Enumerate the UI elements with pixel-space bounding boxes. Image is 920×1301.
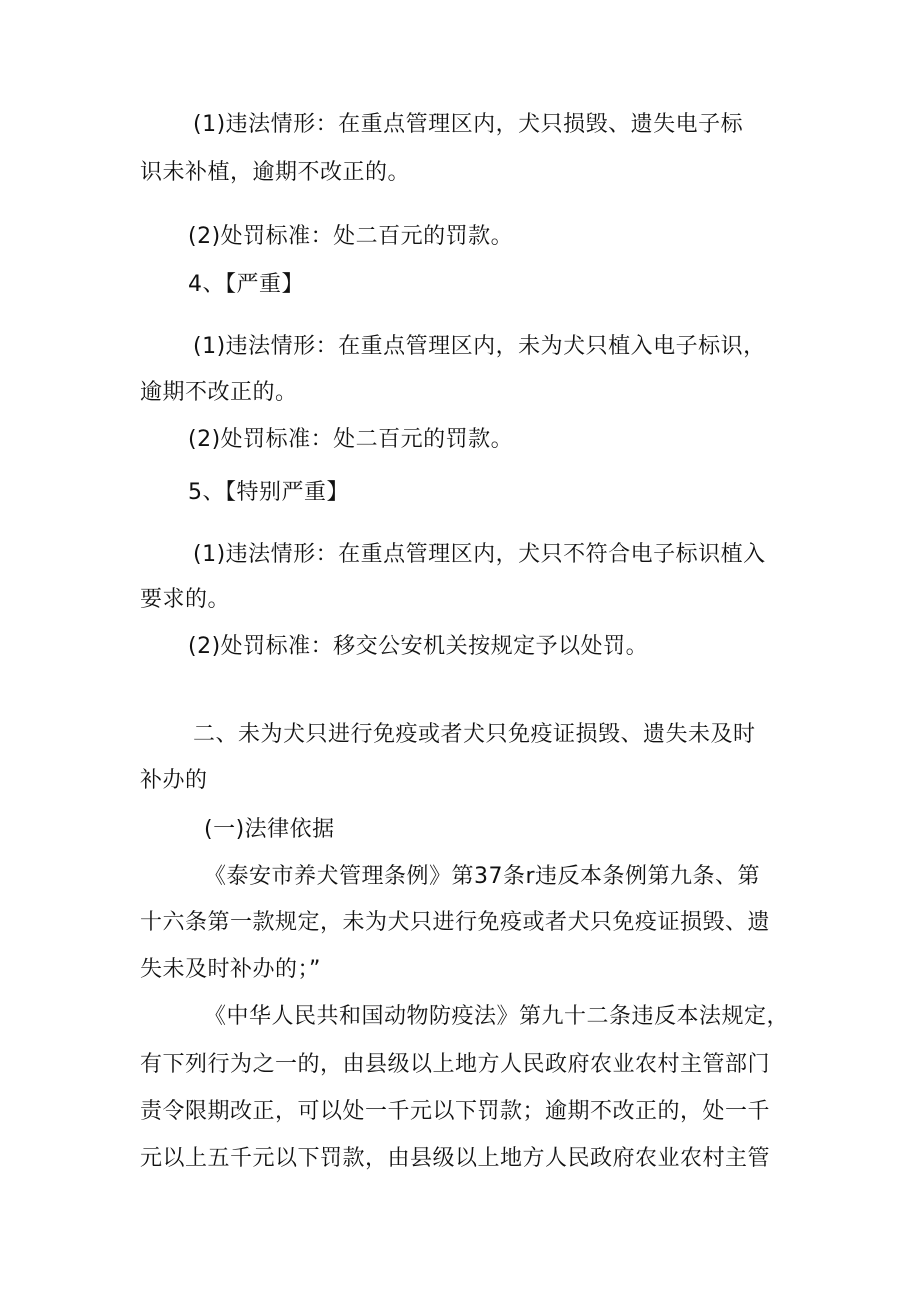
text-line-3: (2)处罚标准：处二百元的罚款。 bbox=[188, 224, 514, 249]
text-line-1: (1)违法情形：在重点管理区内，犬只损毁、遗失电子标 bbox=[193, 112, 744, 137]
subsection-heading: (一)法律依据 bbox=[204, 817, 335, 842]
text-line-5: (1)违法情形：在重点管理区内，未为犬只植入电子标识， bbox=[193, 334, 766, 359]
section-heading-2: 二、未为犬只进行免疫或者犬只免疫证损毁、遗失未及时 bbox=[193, 722, 756, 747]
text-line-11: (2)处罚标准：移交公安机关按规定予以处罚。 bbox=[188, 634, 649, 659]
text-line-18: 《中华人民共和国动物防疫法》第九十二条违反本法规定， bbox=[204, 1004, 790, 1029]
text-line-21: 元以上五千元以下罚款，由县级以上地方人民政府农业农村主管 bbox=[140, 1146, 771, 1171]
text-line-6: 逾期不改正的。 bbox=[140, 380, 298, 405]
text-line-10: 要求的。 bbox=[140, 587, 231, 612]
text-line-19: 有下列行为之一的，由县级以上地方人民政府农业农村主管部门 bbox=[140, 1052, 771, 1077]
text-line-9: (1)违法情形：在重点管理区内，犬只不符合电子标识植入 bbox=[193, 542, 766, 567]
text-line-13: 补办的 bbox=[140, 768, 208, 793]
text-line-16: 十六条第一款规定，未为犬只进行免疫或者犬只免疫证损毁、遗 bbox=[140, 910, 771, 935]
text-line-17: 失未及时补办的；” bbox=[140, 957, 321, 982]
text-line-20: 责令限期改正，可以处一千元以下罚款；逾期不改正的，处一千 bbox=[140, 1099, 771, 1124]
text-line-2: 识未补植，逾期不改正的。 bbox=[140, 160, 411, 185]
text-line-8: 5、【特别严重】 bbox=[188, 480, 349, 505]
text-line-15: 《泰安市养犬管理条例》第37条r违反本条例第九条、第 bbox=[204, 864, 761, 889]
text-line-4: 4、【严重】 bbox=[188, 272, 304, 297]
text-line-7: (2)处罚标准：处二百元的罚款。 bbox=[188, 427, 514, 452]
